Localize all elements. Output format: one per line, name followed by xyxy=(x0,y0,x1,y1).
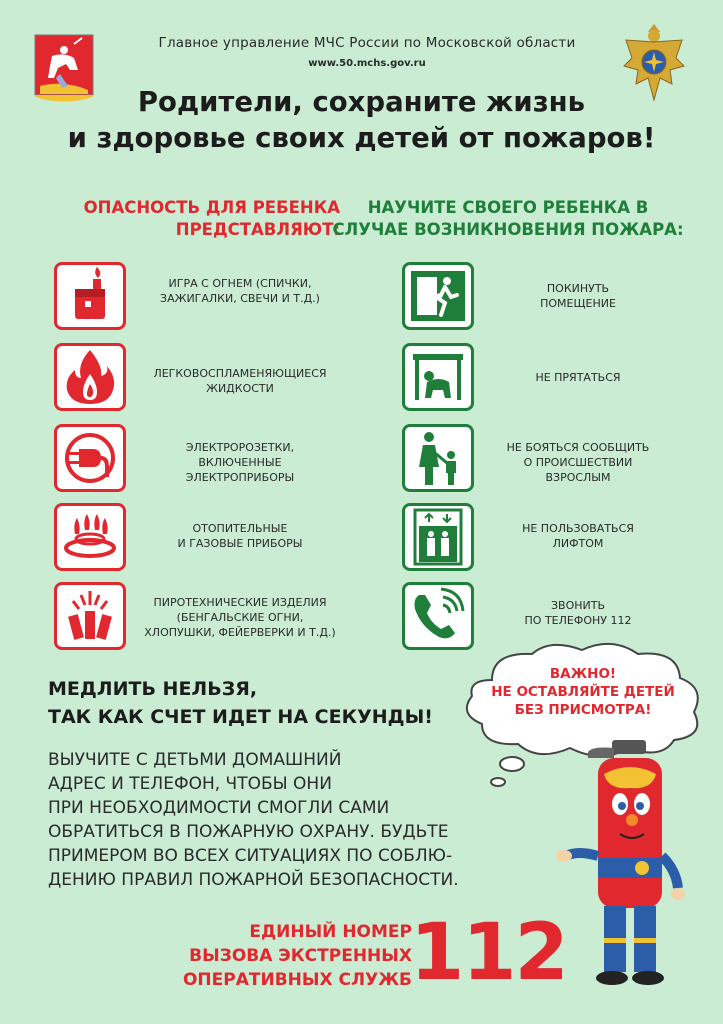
title-line-1: Родители, сохраните жизнь xyxy=(137,86,586,118)
dangers-heading xyxy=(40,197,340,241)
exit-icon xyxy=(402,262,474,330)
danger-text-flammable-liquids: ЛЕГКОВОСПЛАМЕНЯЮЩИЕСЯ ЖИДКОСТИ xyxy=(153,367,327,395)
important-warning: ВАЖНО! НЕ ОСТАВЛЯЙТЕ ДЕТЕЙ БЕЗ ПРИСМОТРА! xyxy=(491,666,675,718)
adult-child-icon xyxy=(402,424,474,492)
title-line-2: и здоровье своих детей от пожаров! xyxy=(67,122,656,154)
danger-text-heaters-gas: ОТОПИТЕЛЬНЫЕ И ГАЗОВЫЕ ПРИБОРЫ xyxy=(177,522,303,550)
page-title xyxy=(0,84,723,156)
advice-paragraph: ВЫУЧИТЕ С ДЕТЬМИ ДОМАШНИЙ АДРЕС И ТЕЛЕФОН, ЧТОБЫ ОНИ ПРИ НЕОБХОДИМОСТИ СМОГЛИ САМИ ОБРАТИТЬСЯ В ПОЖАРНУЮ ОХРАНУ. БУДЬТЕ ПРИМЕРОМ ВО ВСЕХ СИТУАЦИЯХ ПО СОБЛЮ- ДЕНИЮ ПРАВИЛ ПОЖАРНОЙ БЕЗОПАСНОСТИ. xyxy=(48,750,459,890)
flame-icon xyxy=(54,343,126,411)
fireworks-icon xyxy=(54,582,126,650)
plug-icon xyxy=(54,424,126,492)
action-text-leave: ПОКИНУТЬ ПОМЕЩЕНИЕ xyxy=(540,282,616,310)
lighter-icon xyxy=(54,262,126,330)
action-text-no-elevator: НЕ ПОЛЬЗОВАТЬСЯ ЛИФТОМ xyxy=(522,522,634,550)
danger-text-fire-play: ИГРА С ОГНЕМ (СПИЧКИ, ЗАЖИГАЛКИ, СВЕЧИ И Т.Д.) xyxy=(160,277,320,305)
action-text-call-112: ЗВОНИТЬ ПО ТЕЛЕФОНУ 112 xyxy=(524,599,632,627)
hiding-icon xyxy=(402,343,474,411)
elevator-icon xyxy=(402,503,474,571)
actions-heading-line-2: СЛУЧАЕ ВОЗНИКНОВЕНИЯ ПОЖАРА: xyxy=(332,220,684,239)
website-link[interactable]: www.50.mchs.gov.ru xyxy=(308,58,426,69)
actions-heading-line-1: НАУЧИТЕ СВОЕГО РЕБЕНКА В xyxy=(367,198,649,217)
actions-heading xyxy=(318,197,698,241)
danger-text-electric: ЭЛЕКТРОРОЗЕТКИ, ВКЛЮЧЕННЫЕ ЭЛЕКТРОПРИБОРЫ xyxy=(185,441,295,484)
emergency-number: 112 xyxy=(410,908,567,998)
organization-name: Главное управление МЧС России по Московской области xyxy=(158,35,576,51)
danger-text-pyrotechnics: ПИРОТЕХНИЧЕСКИЕ ИЗДЕЛИЯ (БЕНГАЛЬСКИЕ ОГНИ, ХЛОПУШКИ, ФЕЙЕРВЕРКИ И Т.Д.) xyxy=(144,596,336,639)
slogan: МЕДЛИТЬ НЕЛЬЗЯ, ТАК КАК СЧЕТ ИДЕТ НА СЕКУНДЫ! xyxy=(48,678,433,728)
action-text-dont-hide: НЕ ПРЯТАТЬСЯ xyxy=(535,371,621,384)
emergency-number-caption: ЕДИНЫЙ НОМЕР ВЫЗОВА ЭКСТРЕННЫХ ОПЕРАТИВНЫХ СЛУЖБ xyxy=(182,922,412,990)
extinguisher-mascot xyxy=(548,738,698,996)
action-text-tell-adults: НЕ БОЯТЬСЯ СООБЩИТЬ О ПРОИСШЕСТВИИ ВЗРОСЛЫМ xyxy=(506,441,650,484)
dangers-heading-line-1: ОПАСНОСТЬ ДЛЯ РЕБЕНКА xyxy=(83,198,340,217)
gas-burner-icon xyxy=(54,503,126,571)
dangers-heading-line-2: ПРЕДСТАВЛЯЮТ: xyxy=(175,220,340,239)
